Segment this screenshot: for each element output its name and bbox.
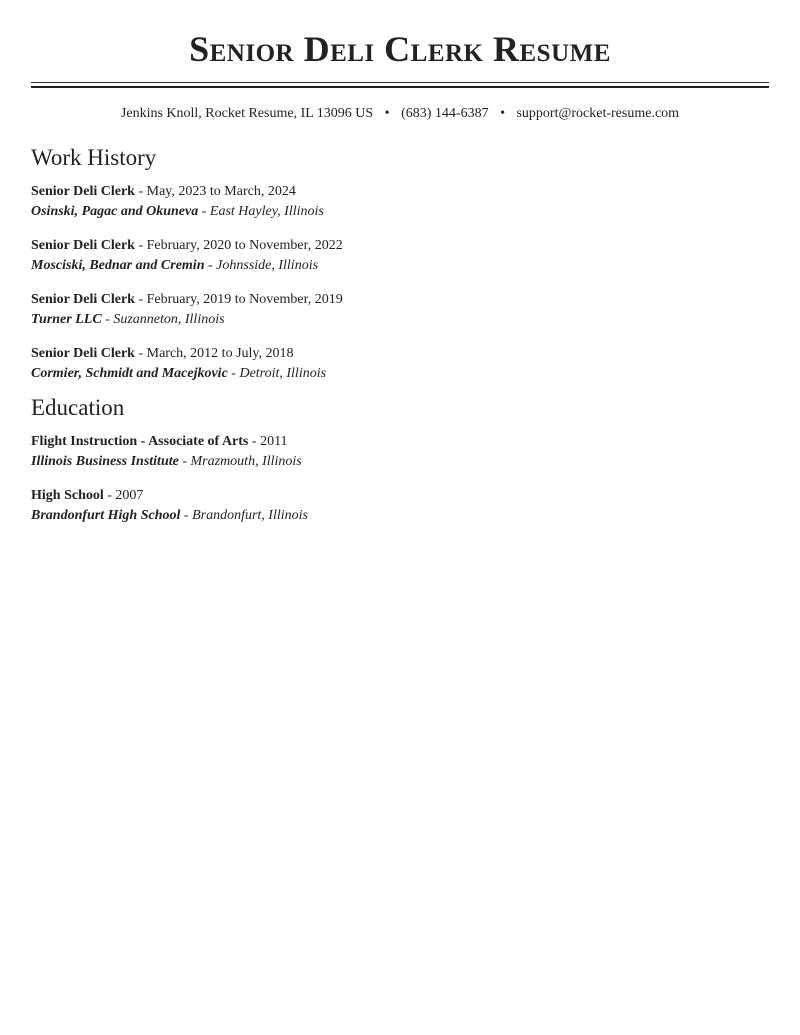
contact-email: support@rocket-resume.com	[516, 106, 680, 121]
dash: -	[248, 434, 261, 449]
company-name: Mosciski, Bednar and Cremin	[31, 258, 205, 273]
contact-info	[31, 104, 769, 124]
bullet-separator: •	[384, 106, 390, 121]
job-location: Detroit, Illinois	[239, 366, 327, 381]
school-location: Mrazmouth, Illinois	[190, 454, 302, 469]
dash: -	[180, 508, 193, 523]
resume-page	[31, 0, 769, 526]
dash: -	[134, 238, 147, 253]
degree: High School	[31, 488, 104, 503]
dash: -	[198, 204, 210, 219]
dash: -	[134, 346, 147, 361]
contact-phone: (683) 144-6387	[401, 106, 489, 121]
header-divider-thin	[31, 82, 769, 83]
header-divider-thick	[31, 86, 769, 88]
work-entry	[31, 182, 769, 222]
school-name: Brandonfurt High School	[31, 508, 181, 523]
dash: -	[134, 184, 147, 199]
job-location: Johnsside, Illinois	[216, 258, 319, 273]
job-position: Senior Deli Clerk	[31, 346, 135, 361]
job-dates: March, 2012 to July, 2018	[146, 346, 294, 361]
bullet-separator: •	[500, 106, 505, 121]
education-heading: Education	[31, 395, 125, 420]
job-position: Senior Deli Clerk	[31, 292, 135, 307]
job-position: Senior Deli Clerk	[31, 238, 135, 253]
company-name: Osinski, Pagac and Okuneva	[31, 204, 199, 219]
work-entry	[31, 344, 769, 384]
work-history-heading: Work History	[31, 145, 157, 170]
degree: Flight Instruction - Associate of Arts	[31, 434, 249, 449]
dash: -	[204, 258, 217, 273]
job-position: Senior Deli Clerk	[31, 184, 135, 199]
work-entry	[31, 290, 769, 330]
graduation-year: 2007	[115, 488, 144, 503]
school-name: Illinois Business Institute	[31, 454, 179, 469]
contact-address: Jenkins Knoll, Rocket Resume, IL 13096 US	[120, 106, 374, 121]
dash: -	[101, 312, 114, 327]
resume-title: Senior Deli Clerk Resume	[189, 29, 611, 69]
work-entry	[31, 236, 769, 276]
job-dates: May, 2023 to March, 2024	[146, 184, 296, 199]
dash: -	[103, 488, 116, 503]
job-dates: February, 2019 to November, 2019	[146, 292, 343, 307]
job-dates: February, 2020 to November, 2022	[146, 238, 343, 253]
company-name: Turner LLC	[31, 312, 102, 327]
job-location: East Hayley, Illinois	[209, 204, 324, 219]
education-entry	[31, 486, 769, 526]
school-location: Brandonfurt, Illinois	[192, 508, 308, 523]
company-name: Cormier, Schmidt and Macejkovic	[31, 366, 228, 381]
education-entry	[31, 432, 769, 472]
dash: -	[134, 292, 147, 307]
dash: -	[227, 366, 240, 381]
dash: -	[178, 454, 191, 469]
graduation-year: 2011	[260, 434, 288, 449]
job-location: Suzanneton, Illinois	[113, 312, 225, 327]
